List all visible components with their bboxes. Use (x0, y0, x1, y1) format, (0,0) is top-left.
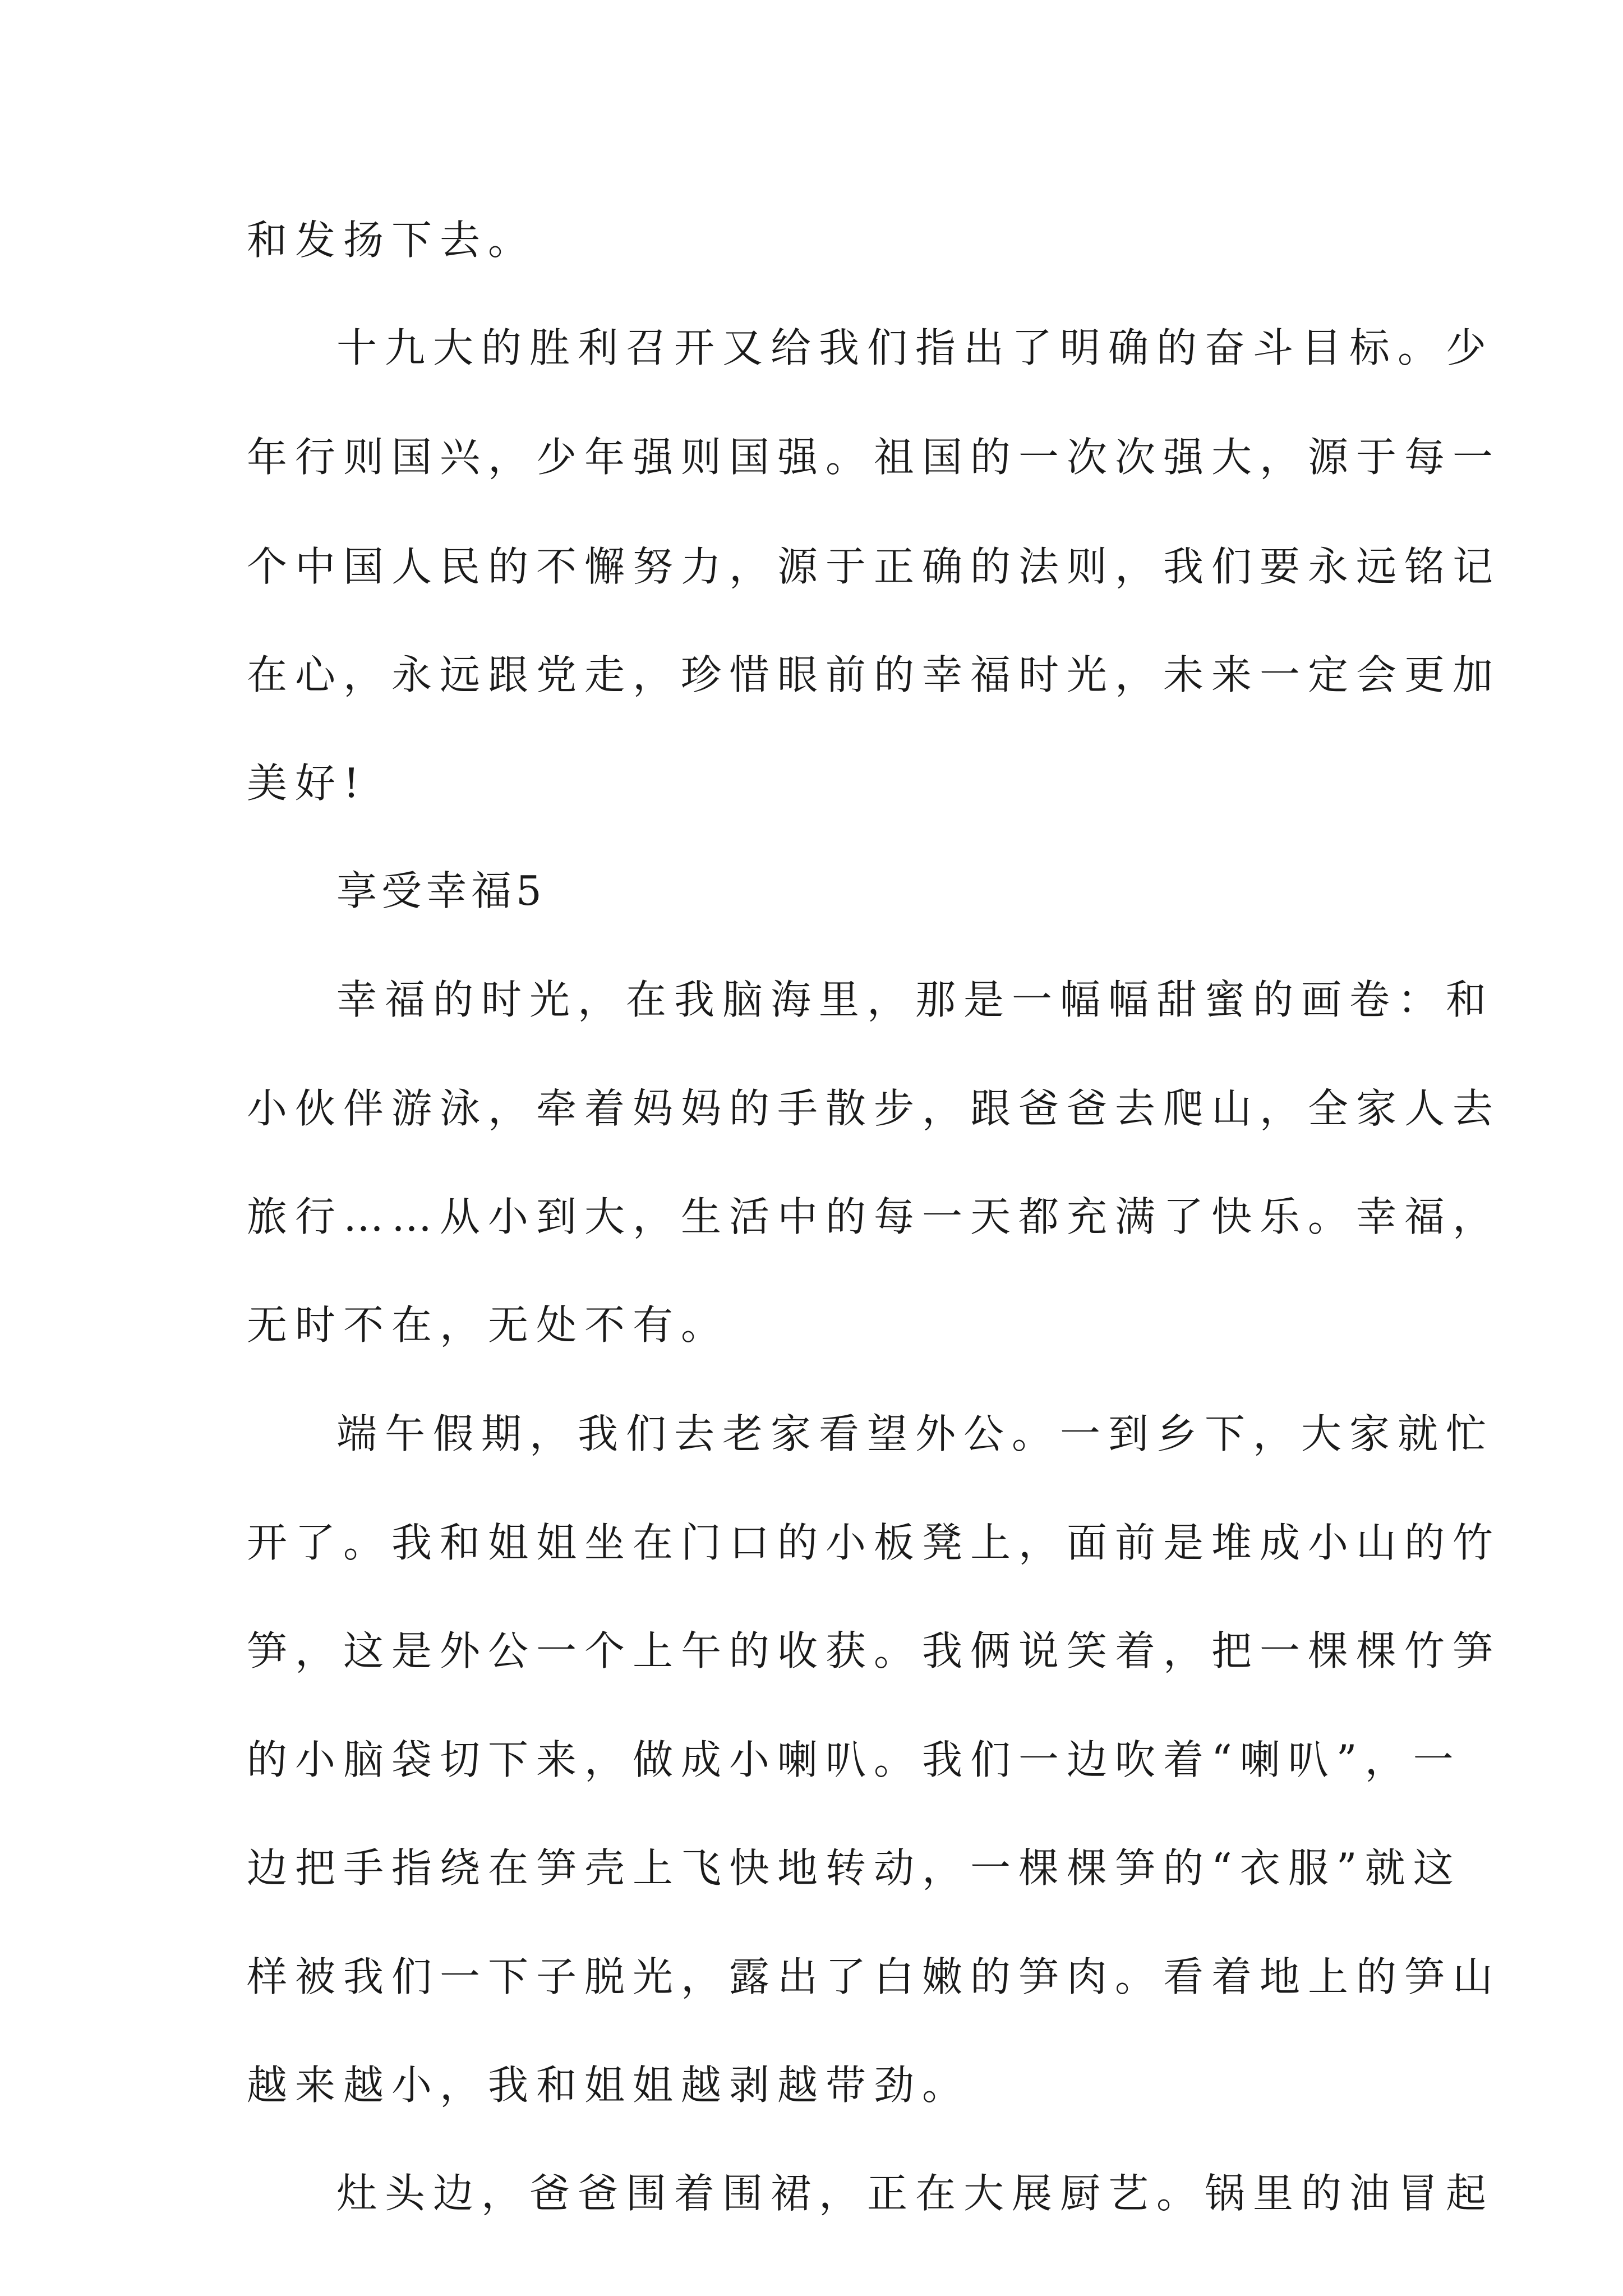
text-line: 边把手指绕在笋壳上飞快地转动，一棵棵笋的“衣服”就这 (247, 1844, 1461, 1892)
section-heading: 享受幸福5 (336, 867, 546, 914)
paragraph-first-line: 端午假期，我们去老家看望外公。一到乡下，大家就忙 (336, 1410, 1495, 1457)
text-line: 和发扬下去。 (247, 217, 537, 264)
paragraph-first-line: 十九大的胜利召开又给我们指出了明确的奋斗目标。少 (336, 324, 1495, 371)
text-line: 年行则国兴，少年强则国强。祖国的一次次强大，源于每一 (247, 434, 1501, 481)
paragraph-first-line: 灶头边，爸爸围着围裙，正在大展厨艺。锅里的油冒起 (336, 2170, 1495, 2217)
text-line: 旅行……从小到大，生活中的每一天都充满了快乐。幸福， (247, 1193, 1501, 1240)
text-line: 样被我们一下子脱光，露出了白嫩的笋肉。看着地上的笋山 (247, 1953, 1501, 2000)
text-line: 美好! (247, 760, 367, 807)
text-line: 无时不在，无处不有。 (247, 1301, 730, 1349)
text-line: 的小脑袋切下来，做成小喇叭。我们一边吹着“喇叭”，一 (247, 1736, 1461, 1783)
text-line: 个中国人民的不懈努力，源于正确的法则，我们要永远铭记 (247, 543, 1501, 590)
text-line: 小伙伴游泳，牵着妈妈的手散步，跟爸爸去爬山，全家人去 (247, 1085, 1501, 1132)
text-line: 笋，这是外公一个上午的收获。我俩说笑着，把一棵棵竹笋 (247, 1627, 1501, 1674)
text-line: 开了。我和姐姐坐在门口的小板凳上，面前是堆成小山的竹 (247, 1519, 1501, 1566)
paragraph-first-line: 幸福的时光，在我脑海里，那是一幅幅甜蜜的画卷：和 (336, 976, 1495, 1023)
text-line: 在心，永远跟党走，珍惜眼前的幸福时光，未来一定会更加 (247, 651, 1501, 698)
text-line: 越来越小，我和姐姐越剥越带劲。 (247, 2062, 971, 2109)
